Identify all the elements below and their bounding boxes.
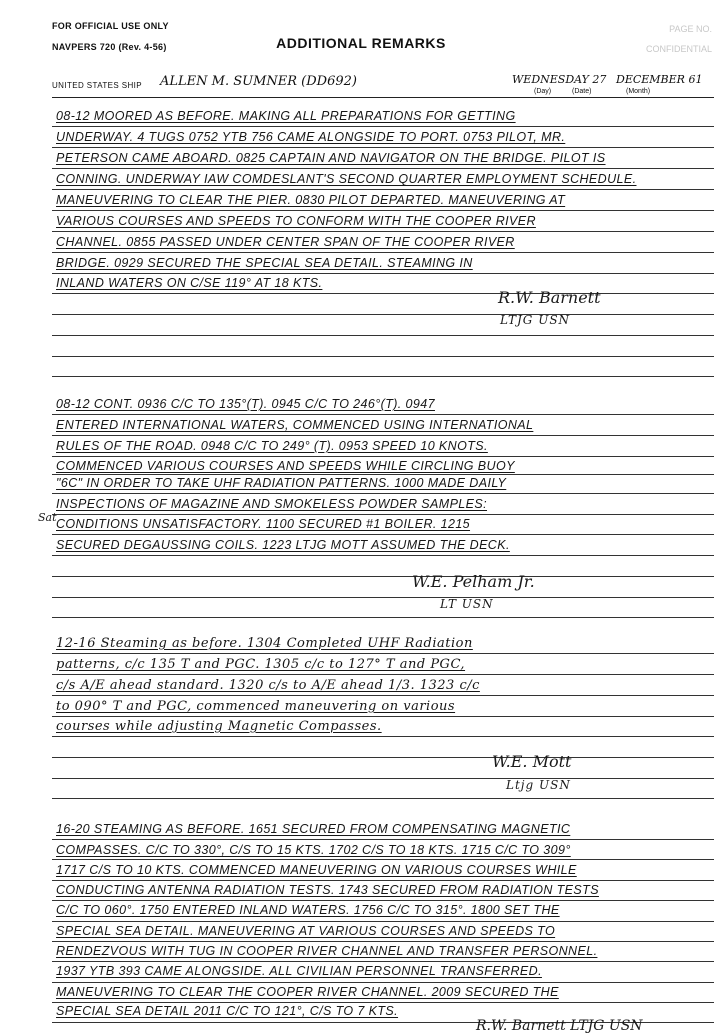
- entry-line: 12-16 Steaming as before. 1304 Completed UHF Radiation: [56, 636, 473, 651]
- signature-rank: LTJG USN: [500, 313, 571, 327]
- ruled-line: [52, 126, 714, 127]
- ruled-line: [52, 695, 714, 696]
- ruled-line: [52, 231, 714, 232]
- ruled-line: [52, 147, 714, 148]
- ruled-line: [52, 335, 714, 336]
- signature: R.W. Barnett LTJG USN: [476, 1018, 643, 1034]
- entry-line: patterns, c/c 135 T and PGC. 1305 c/c to 127° T and PGC,: [56, 657, 466, 672]
- ruled-line: [52, 252, 714, 253]
- entry-line: 08-12 CONT. 0936 C/C TO 135°(T). 0945 C/C TO 246°(T). 0947: [56, 397, 435, 411]
- entry-line: 1717 C/S TO 10 KTS. COMMENCED MANEUVERING ON VARIOUS COURSES WHILE: [56, 863, 577, 877]
- entry-line: MANEUVERING TO CLEAR THE COOPER RIVER CHANNEL. 2009 SECURED THE: [56, 985, 559, 999]
- entry-line: 1937 YTB 393 CAME ALONGSIDE. ALL CIVILIAN PERSONNEL TRANSFERRED.: [56, 964, 542, 978]
- ruled-line: [52, 456, 714, 457]
- header-rule: [52, 97, 714, 98]
- entry-line: to 090° T and PGC, commenced maneuvering on various: [56, 699, 456, 714]
- ruled-line: [52, 1002, 714, 1003]
- ruled-line: [52, 597, 714, 598]
- signature: W.E. Mott: [492, 752, 572, 771]
- date-label: (Date): [572, 88, 592, 95]
- entry-line: courses while adjusting Magnetic Compasses.: [56, 719, 382, 734]
- ruled-line: [52, 356, 714, 357]
- ruled-line: [52, 941, 714, 942]
- day-label: (Day): [534, 88, 552, 95]
- entry-line: CONDITIONS UNSATISFACTORY. 1100 SECURED #1 BOILER. 1215: [56, 517, 471, 531]
- ruled-line: [52, 716, 714, 717]
- ruled-line: [52, 880, 714, 881]
- entry-line: C/C TO 060°. 1750 ENTERED INLAND WATERS. 1756 C/C TO 315°. 1800 SET THE: [56, 903, 560, 917]
- faint-header-2: CONFIDENTIAL: [645, 44, 712, 54]
- ruled-line: [52, 900, 714, 901]
- entry-line: VARIOUS COURSES AND SPEEDS TO CONFORM WITH THE COOPER RIVER: [56, 214, 536, 228]
- entry-line: SPECIAL SEA DETAIL. MANEUVERING AT VARIOUS COURSES AND SPEEDS TO: [56, 924, 556, 938]
- entry-line: UNDERWAY. 4 TUGS 0752 YTB 756 CAME ALONGSIDE TO PORT. 0753 PILOT, MR.: [56, 130, 566, 144]
- margin-note: Sat: [38, 511, 57, 524]
- entry-line: COMPASSES. C/C TO 330°, C/S TO 15 KTS. 1702 C/S TO 18 KTS. 1715 C/C TO 309°: [56, 843, 571, 857]
- ruled-line: [52, 736, 714, 737]
- signature: W.E. Pelham Jr.: [412, 572, 535, 591]
- entry-line: CONNING. UNDERWAY IAW COMDESLANT'S SECOND QUARTER EMPLOYMENT SCHEDULE.: [56, 172, 637, 186]
- ruled-line: [52, 210, 714, 211]
- entry-line: INSPECTIONS OF MAGAZINE AND SMOKELESS POWDER SAMPLES:: [56, 497, 488, 511]
- entry-line: MANEUVERING TO CLEAR THE PIER. 0830 PILOT DEPARTED. MANEUVERING AT: [56, 193, 566, 207]
- ship-name: ALLEN M. SUMNER (DD692): [160, 74, 357, 89]
- entry-line: BRIDGE. 0929 SECURED THE SPECIAL SEA DETAIL. STEAMING IN: [56, 256, 473, 270]
- ruled-line: [52, 534, 714, 535]
- ruled-line: [52, 798, 714, 799]
- log-month: DECEMBER 61: [616, 73, 703, 86]
- entry-line: CONDUCTING ANTENNA RADIATION TESTS. 1743 SECURED FROM RADIATION TESTS: [56, 883, 599, 897]
- ruled-line: [52, 839, 714, 840]
- ruled-line: [52, 982, 714, 983]
- ruled-line: [52, 576, 714, 577]
- ruled-line: [52, 273, 714, 274]
- ruled-line: [52, 653, 714, 654]
- entry-line: INLAND WATERS ON C/SE 119° AT 18 KTS.: [56, 276, 323, 290]
- ruled-line: [52, 961, 714, 962]
- ruled-line: [52, 493, 714, 494]
- entry-line: CHANNEL. 0855 PASSED UNDER CENTER SPAN OF THE COOPER RIVER: [56, 235, 515, 249]
- ruled-line: [52, 414, 714, 415]
- ruled-line: [52, 859, 714, 860]
- entry-line: "6C" IN ORDER TO TAKE UHF RADIATION PATTERNS. 1000 MADE DAILY: [56, 476, 507, 490]
- ruled-line: [52, 921, 714, 922]
- faint-header-1: PAGE NO.: [669, 24, 712, 34]
- ruled-line: [52, 189, 714, 190]
- ruled-line: [52, 168, 714, 169]
- ruled-line: [52, 778, 714, 779]
- ruled-line: [52, 757, 714, 758]
- ruled-line: [52, 474, 714, 475]
- ruled-line: [52, 293, 714, 294]
- month-label: (Month): [626, 88, 651, 95]
- ruled-line: [52, 555, 714, 556]
- official-use-label: FOR OFFICIAL USE ONLY: [52, 21, 169, 31]
- page-title: ADDITIONAL REMARKS: [276, 35, 446, 51]
- signature-rank: Ltjg USN: [506, 778, 571, 792]
- entry-line: c/s A/E ahead standard. 1320 c/s to A/E ahead 1/3. 1323 c/c: [56, 678, 480, 693]
- entry-line: 08-12 MOORED AS BEFORE. MAKING ALL PREPARATIONS FOR GETTING: [56, 109, 516, 123]
- ruled-line: [52, 674, 714, 675]
- entry-line: ENTERED INTERNATIONAL WATERS, COMMENCED USING INTERNATIONAL: [56, 418, 534, 432]
- ship-label: UNITED STATES SHIP: [52, 81, 143, 90]
- ruled-line: [52, 435, 714, 436]
- entry-line: RULES OF THE ROAD. 0948 C/C TO 249° (T). 0953 SPEED 10 KNOTS.: [56, 439, 488, 453]
- log-day: WEDNESDAY 27: [512, 73, 607, 86]
- entry-line: 16-20 STEAMING AS BEFORE. 1651 SECURED FROM COMPENSATING MAGNETIC: [56, 822, 571, 836]
- ruled-line: [52, 617, 714, 618]
- entry-line: SPECIAL SEA DETAIL 2011 C/C TO 121°, C/S TO 7 KTS.: [56, 1004, 399, 1018]
- signature: R.W. Barnett: [498, 288, 601, 307]
- entry-line: RENDEZVOUS WITH TUG IN COOPER RIVER CHANNEL AND TRANSFER PERSONNEL.: [56, 944, 598, 958]
- entry-line: COMMENCED VARIOUS COURSES AND SPEEDS WHILE CIRCLING BUOY: [56, 459, 515, 473]
- signature-rank: LT USN: [440, 597, 494, 611]
- ruled-line: [52, 514, 714, 515]
- entry-line: PETERSON CAME ABOARD. 0825 CAPTAIN AND NAVIGATOR ON THE BRIDGE. PILOT IS: [56, 151, 606, 165]
- form-number: NAVPERS 720 (Rev. 4-56): [52, 42, 167, 52]
- entry-line: SECURED DEGAUSSING COILS. 1223 LTJG MOTT ASSUMED THE DECK.: [56, 538, 510, 552]
- ruled-line: [52, 376, 714, 377]
- ruled-line: [52, 314, 714, 315]
